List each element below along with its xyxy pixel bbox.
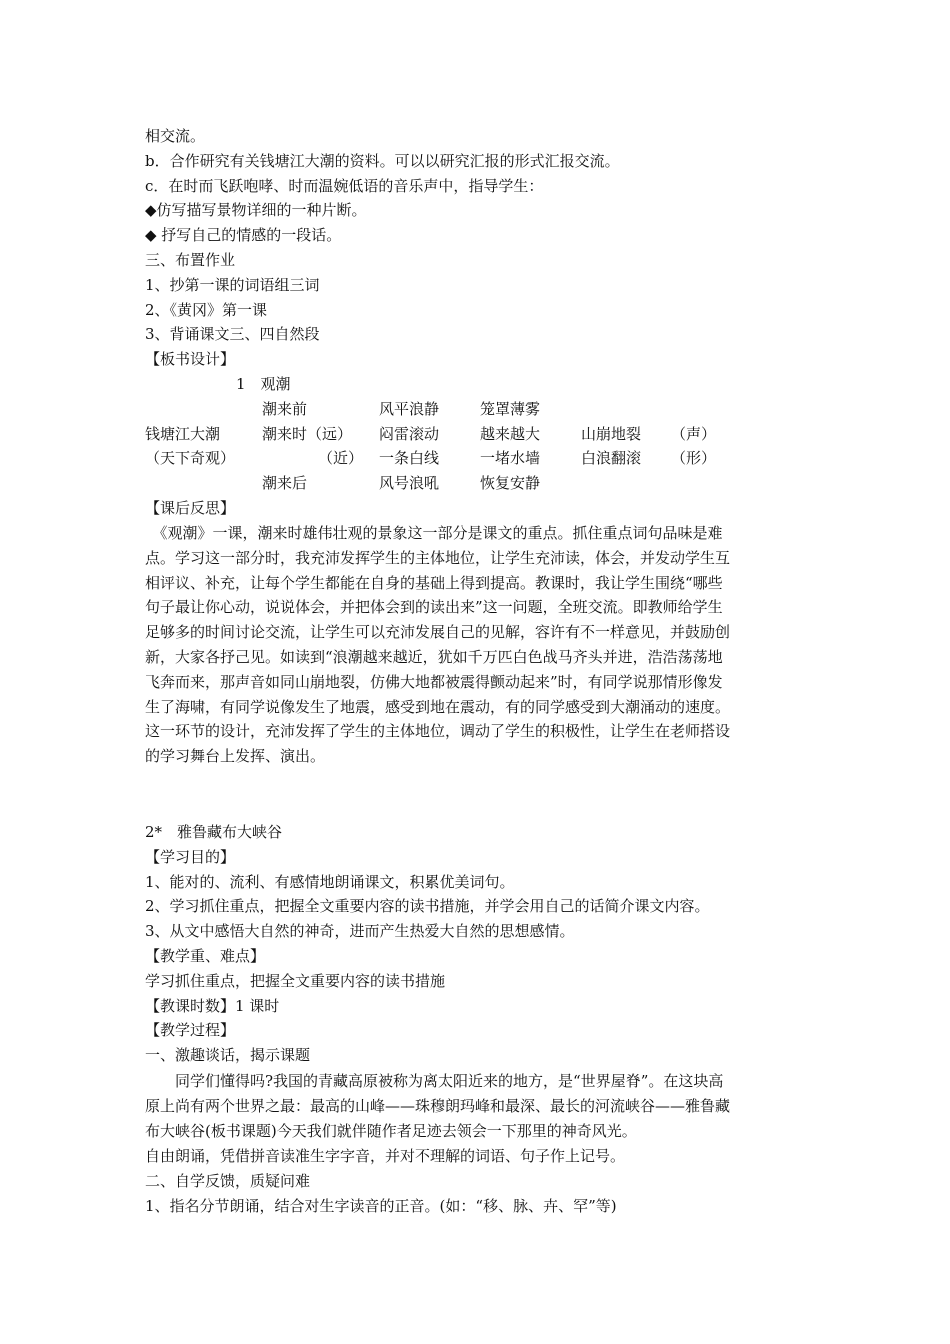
board-cell: 风平浪静: [379, 399, 440, 418]
paragraph-line: 足够多的时间讨论交流，让学生可以充沛发展自己的见解，容许有不一样意见，并鼓励创: [145, 623, 731, 642]
text-line: c．在时而飞跃咆哮、时而温婉低语的音乐声中，指导学生：: [145, 176, 544, 195]
board-cell: 山崩地裂: [581, 424, 642, 443]
text-line: 2* 雅鲁藏布大峡谷: [145, 823, 283, 841]
paragraph-line: 句子最让你心动，说说体会，并把体会到的读出来”这一问题，全班交流。即教师给学生: [145, 598, 723, 617]
paragraph-line: 原上尚有两个世界之最：最高的山峰——珠穆朗玛峰和最深、最长的河流峡谷——雅鲁藏: [145, 1096, 731, 1115]
text-line: 1、抄第一课的词语组三词: [145, 275, 320, 294]
text-line: 3、从文中感悟大自然的神奇，进而产生热爱大自然的思想感情。: [145, 922, 575, 941]
text-line: 三、布置作业: [145, 251, 236, 269]
board-cell: 闷雷滚动: [379, 424, 440, 443]
text-line: 【教学重、难点】: [145, 947, 266, 965]
board-cell: 风号浪吼: [379, 474, 440, 493]
text-line: 学习抓住重点，把握全文重要内容的读书措施: [145, 971, 446, 990]
paragraph-line: 同学们懂得吗?我国的青藏高原被称为离太阳近来的地方，是“世界屋脊”。在这块高: [145, 1072, 724, 1090]
board-cell: 钱塘江大潮: [145, 424, 221, 443]
board-cell: 白浪翻滚: [581, 449, 642, 468]
text-line: 【教课时数】1 课时: [145, 996, 280, 1015]
board-cell: 潮来后: [262, 474, 308, 493]
text-line: 自由朗诵，凭借拼音读准生字字音，并对不理解的词语、句子作上记号。: [145, 1147, 626, 1165]
text-line: ◆仿写描写景物详细的一种片断。: [145, 201, 367, 220]
text-line: 2、学习抓住重点，把握全文重要内容的读书措施，并学会用自己的话简介课文内容。: [145, 897, 710, 916]
text-line: 二、自学反馈，质疑问难: [145, 1171, 311, 1190]
board-cell: 一条白线: [379, 449, 440, 468]
text-line: 2、《黄冈》第一课: [145, 300, 268, 319]
board-cell: （近）: [318, 449, 364, 468]
text-line: 1、能对的、流利、有感情地朗诵课文，积累优美词句。: [145, 872, 515, 891]
text-line: b．合作研究有关钱塘江大潮的资料。可以以研究汇报的形式汇报交流。: [145, 151, 620, 170]
text-line: 一、激趣谈话，揭示课题: [145, 1046, 311, 1065]
paragraph-line: 相评议、补充，让每个学生都能在自身的基础上得到提高。教课时，我让学生围绕“哪些: [145, 573, 723, 592]
text-line: 【教学过程】: [145, 1021, 236, 1040]
board-cell: （声）: [671, 424, 717, 443]
board-cell: 潮来时（远）: [262, 424, 353, 443]
board-cell: （天下奇观）: [145, 449, 236, 468]
text-line: ◆ 抒写自己的情感的一段话。: [145, 226, 342, 245]
paragraph-line: 新，大家各抒己见。如读到“浪潮越来越近，犹如千万匹白色战马齐头并进，浩浩荡荡地: [145, 648, 723, 666]
section-heading: 【课后反思】: [145, 499, 236, 517]
text-line: 1、指名分节朗诵，结合对生字读音的正音。(如：“移、脉、卉、罕”等): [145, 1196, 617, 1215]
paragraph-line: 布大峡谷(板书课题)今天我们就伴随作者足迹去领会一下那里的神奇风光。: [145, 1121, 637, 1140]
board-cell: 越来越大: [480, 424, 541, 443]
board-title: 1 观潮: [236, 375, 291, 393]
paragraph-line: 《观潮》一课，潮来时雄伟壮观的景象这一部分是课文的重点。抓住重点词句品味是难: [145, 524, 723, 542]
paragraph-line: 的学习舞台上发挥、演出。: [145, 747, 326, 766]
board-cell: 一堵水墙: [480, 449, 541, 468]
paragraph-line: 这一环节的设计，充沛发挥了学生的主体地位，调动了学生的积极性，让学生在老师搭设: [145, 722, 731, 741]
board-cell: 恢复安静: [480, 474, 541, 493]
paragraph-line: 飞奔而来，那声音如同山崩地裂，仿佛大地都被震得颤动起来”时，有同学说那情形像发: [145, 672, 723, 691]
text-line: 3、背诵课文三、四自然段: [145, 325, 320, 344]
paragraph-line: 生了海啸，有同学说像发生了地震，感受到地在震动，有的同学感受到大潮涌动的速度。: [145, 697, 731, 716]
text-line: 相交流。: [145, 127, 206, 145]
board-cell: （形）: [671, 449, 717, 468]
board-cell: 笼罩薄雾: [480, 399, 541, 418]
text-line: 【板书设计】: [145, 350, 236, 369]
paragraph-line: 点。学习这一部分时，我充沛发挥学生的主体地位，让学生充沛读，体会，并发动学生互: [145, 548, 731, 567]
text-line: 【学习目的】: [145, 847, 236, 866]
board-cell: 潮来前: [262, 399, 308, 418]
